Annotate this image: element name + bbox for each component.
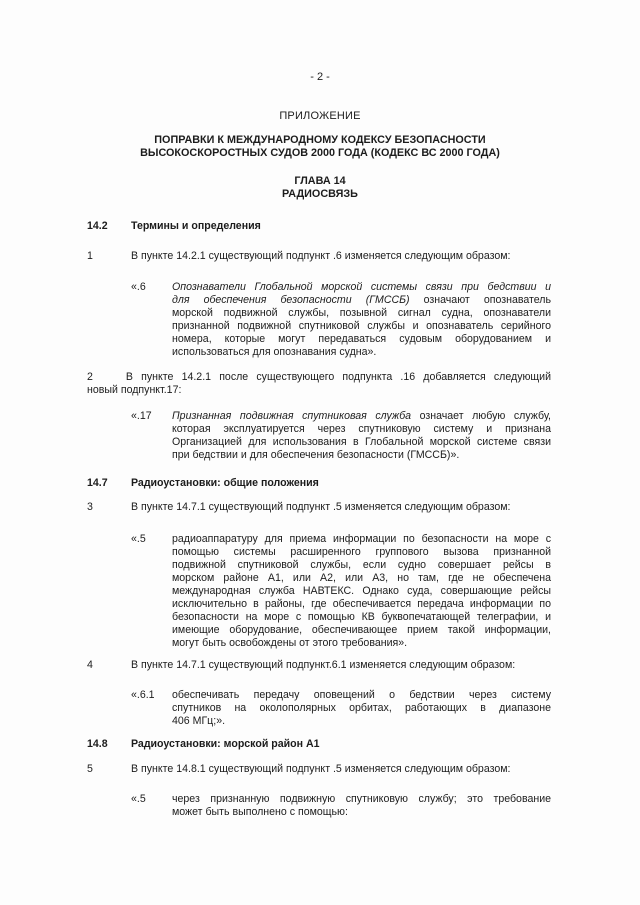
- subitem-text: [172, 410, 551, 462]
- page-number: - 2 -: [310, 71, 330, 83]
- subitem-line: безопасности на море с помощью КВ буквопечатающей телеграфии, и: [172, 611, 551, 623]
- subitem-text: [172, 689, 551, 728]
- subitem-line: спутников на околополярных орбитах, работающих в диапазоне: [172, 702, 551, 714]
- paragraph-2: [87, 371, 551, 397]
- paragraph-text: В пункте 14.7.1 существующий подпункт.6.1 изменяется следующим образом:: [131, 659, 516, 671]
- subitem-number: «.6.1: [131, 689, 155, 701]
- subitem-line: Организацией для использования в Глобальной морской системе связи: [172, 436, 551, 448]
- section-number: 14.8: [87, 738, 108, 750]
- subitem-line: подвижной спутниковой службы, если судно совершает рейсы в: [172, 559, 551, 571]
- subitem-line: радиоаппаратуру для приема информации по безопасности на море с: [172, 533, 551, 545]
- subitem-line: имеющие оборудование, обеспечивающее прием такой информации,: [172, 624, 551, 636]
- paragraph-number: 1: [87, 250, 93, 262]
- section-title: Термины и определения: [131, 220, 261, 232]
- subitem-number: «.17: [131, 410, 152, 422]
- section-title: Радиоустановки: морской район А1: [131, 738, 320, 750]
- subitem-text: [172, 793, 551, 819]
- appendix-title: ПРИЛОЖЕНИЕ: [279, 110, 361, 122]
- document-title-line2: ВЫСОКОСКОРОСТНЫХ СУДОВ 2000 ГОДА (КОДЕКС ВС 2000 ГОДА): [140, 147, 500, 159]
- subitem-number: «.6: [131, 281, 146, 293]
- paragraph-number: 5: [87, 763, 93, 775]
- subitem-line: [172, 410, 551, 423]
- paragraph-line: [87, 371, 551, 384]
- chapter-title: РАДИОСВЯЗЬ: [282, 188, 358, 200]
- subitem-line: 406 МГц;».: [172, 715, 226, 727]
- subitem-line-rest: означают опознаватель: [409, 294, 551, 306]
- paragraph-text: В пункте 14.7.1 существующий подпункт .5 изменяется следующим образом:: [131, 501, 511, 513]
- subitem-line-rest: означает любую службу,: [411, 410, 552, 422]
- chapter-heading: [0, 175, 640, 201]
- subitem-line: [172, 294, 551, 307]
- paragraph-text: В пункте 14.2.1 существующий подпункт .6 изменяется следующим образом:: [131, 250, 511, 262]
- subitem-line: Опознаватели Глобальной морской системы связи при бедствии и: [172, 281, 551, 293]
- defined-term: для обеспечения безопасности (ГМССБ): [172, 294, 410, 306]
- paragraph-number: 2: [87, 371, 93, 383]
- section-number: 14.2: [87, 220, 108, 232]
- subitem-line: использоваться для опознавания судна».: [172, 346, 377, 358]
- subitem-number: «.5: [131, 793, 146, 805]
- subitem-line: исключительно в районы, где обеспечивается передача информации по: [172, 598, 551, 610]
- section-number: 14.7: [87, 477, 108, 489]
- subitem-line: может быть выполнено с помощью:: [172, 806, 348, 818]
- paragraph-number: 4: [87, 659, 93, 671]
- subitem-line: при бедствии и для обеспечения безопасности (ГМССБ)».: [172, 449, 460, 461]
- subitem-line: международная служба НАВТЕКС. Однако суда, совершающие рейсы: [172, 585, 551, 597]
- subitem-text: [172, 281, 551, 359]
- subitem-number: «.5: [131, 533, 146, 545]
- subitem-line: могут быть освобождены от этого требования».: [172, 637, 408, 649]
- subitem-line: номера, которые могут передаваться судовым оборудованием и: [172, 333, 551, 345]
- paragraph-line-text: В пункте 14.2.1 после существующего подпункта .16 добавляется следующий: [125, 371, 551, 383]
- subitem-text: [172, 533, 551, 650]
- section-title: Радиоустановки: общие положения: [131, 477, 319, 489]
- subitem-line: обеспечивать передачу оповещений о бедствии через систему: [172, 689, 551, 701]
- paragraph-text: В пункте 14.8.1 существующий подпункт .5 изменяется следующим образом:: [131, 763, 511, 775]
- document-title-line1: ПОПРАВКИ К МЕЖДУНАРОДНОМУ КОДЕКСУ БЕЗОПАСНОСТИ: [154, 134, 486, 146]
- subitem-line: через признанную подвижную спутниковую службу; это требование: [172, 793, 551, 805]
- paragraph-number: 3: [87, 501, 93, 513]
- subitem-line: помощью системы расширенного группового вызова признанной: [172, 546, 551, 558]
- subitem-line: морском районе А1, или А2, или А3, но там, где не обеспечена: [172, 572, 551, 584]
- document-title: [0, 134, 640, 160]
- subitem-line: которая эксплуатируется через спутниковую систему и признана: [172, 423, 551, 435]
- subitem-line: признанной подвижной спутниковой службы и опознаватель серийного: [172, 320, 551, 332]
- chapter-label: ГЛАВА 14: [294, 175, 346, 187]
- subitem-line: морской подвижной службы, позывной сигнал судна, опознаватели: [172, 307, 551, 319]
- paragraph-line: новый подпункт.17:: [87, 384, 182, 396]
- defined-term: Признанная подвижная спутниковая служба: [172, 410, 412, 422]
